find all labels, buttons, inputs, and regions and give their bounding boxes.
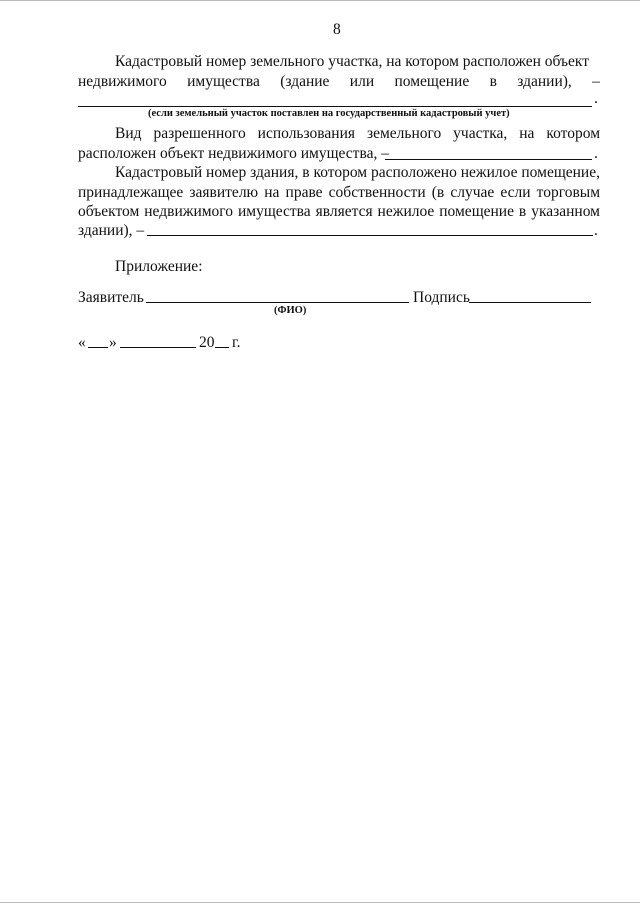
applicant-label: Заявитель: [78, 289, 144, 306]
page-number: 8: [333, 21, 341, 38]
date-month-blank[interactable]: [120, 347, 196, 348]
word: в: [489, 73, 497, 90]
paragraph3-line2: принадлежащее заявителю на праве собственности (в случае если торговым: [78, 184, 600, 201]
paragraph2-line2-text: расположен объект недвижимого имущества, –: [78, 145, 389, 162]
date-year-prefix: 20: [199, 334, 215, 351]
date-year-blank[interactable]: [215, 347, 229, 348]
word: здании),: [517, 73, 572, 90]
date-close-quote: »: [109, 334, 117, 351]
paragraph1-line1-text: Кадастровый номер земельного участка, на котором расположен объект: [115, 53, 590, 70]
page-bottom-edge: [0, 902, 640, 903]
paragraph2-period: .: [594, 145, 598, 162]
page-top-edge: [0, 0, 640, 1]
word: (здание: [280, 73, 330, 90]
permitted-use-blank[interactable]: [385, 159, 592, 160]
word: недвижимого: [78, 73, 167, 90]
appendix-label: Приложение:: [115, 258, 203, 275]
signature-blank[interactable]: [469, 302, 591, 303]
building-cadastral-number-blank[interactable]: [147, 235, 593, 236]
signature-label: Подпись: [413, 289, 470, 306]
cadastral-land-number-blank[interactable]: [78, 106, 592, 107]
date-year-suffix: г.: [232, 334, 241, 351]
word: –: [592, 73, 600, 90]
paragraph3-line3: объектом недвижимого имущества является нежилое помещение в указанном: [78, 203, 600, 220]
applicant-name-blank[interactable]: [146, 302, 409, 303]
paragraph2-line1: Вид разрешенного использования земельного участка, на котором: [115, 125, 600, 142]
paragraph3-period: .: [594, 222, 598, 239]
land-plot-note: (если земельный участок поставлен на государственный кадастровый учет): [148, 108, 510, 119]
word: или: [349, 73, 375, 90]
paragraph3-line4-text: здании), –: [78, 222, 145, 239]
paragraph1-period: .: [594, 90, 598, 107]
fio-note: (ФИО): [274, 305, 307, 316]
paragraph1-line1: [115, 52, 600, 72]
word: имущества: [187, 73, 260, 90]
paragraph3-line1: Кадастровый номер здания, в котором расположено нежилое помещение,: [115, 164, 600, 181]
paragraph1-line2: [78, 72, 600, 92]
date-day-blank[interactable]: [88, 347, 108, 348]
date-open-quote: «: [78, 334, 86, 351]
word: помещение: [394, 73, 470, 90]
